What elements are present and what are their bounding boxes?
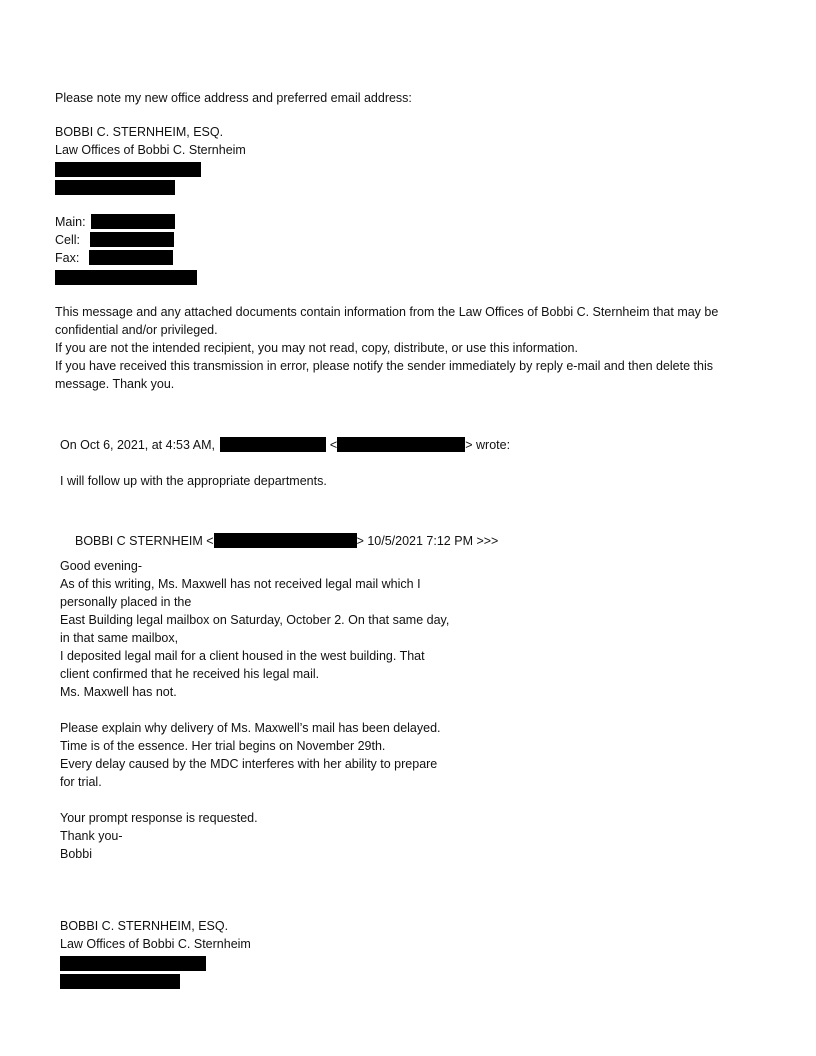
body-line: Good evening- bbox=[60, 559, 143, 573]
body-line: Every delay caused by the MDC interferes with her ability to prepare bbox=[60, 757, 438, 771]
body-line bbox=[60, 701, 449, 719]
signature-firm: Law Offices of Bobbi C. Sternheim bbox=[60, 937, 251, 951]
redacted-fax bbox=[89, 250, 173, 265]
intro-line: Please note my new office address and preferred email address: bbox=[55, 91, 412, 105]
redacted-address-line-1 bbox=[55, 162, 201, 177]
body-line: Thank you- bbox=[60, 829, 123, 843]
disclaimer-received-error: If you have received this transmission in error, please notify the sender immediately by reply e-mail and then delete this message. Thank you. bbox=[55, 359, 713, 391]
cell-label: Cell: bbox=[55, 233, 81, 247]
main-label: Main: bbox=[55, 215, 86, 229]
body-line: personally placed in the bbox=[60, 595, 192, 609]
reply-header bbox=[60, 436, 510, 454]
redacted-address-line-2 bbox=[55, 180, 175, 195]
reply-wrote: > wrote: bbox=[465, 438, 511, 452]
body-line: As of this writing, Ms. Maxwell has not received legal mail which I bbox=[60, 577, 421, 591]
redacted-main-phone bbox=[91, 214, 175, 229]
redacted-signature-address-2 bbox=[60, 974, 180, 989]
redacted-original-sender-email bbox=[214, 533, 357, 548]
reply-lt: < bbox=[329, 438, 338, 452]
disclaimer-confidential: This message and any attached documents contain information from the Law Offices of Bobbi C. Sternheim that may be confidential and/or privileged. bbox=[55, 305, 719, 337]
original-body bbox=[60, 557, 449, 863]
redacted-email bbox=[55, 270, 197, 285]
redacted-reply-sender-name bbox=[220, 437, 326, 452]
fax-line bbox=[55, 249, 173, 267]
body-line: Please explain why delivery of Ms. Maxwell’s mail has been delayed. bbox=[60, 721, 441, 735]
original-sender: BOBBI C STERNHEIM < bbox=[75, 534, 214, 548]
redacted-signature-address-1 bbox=[60, 956, 206, 971]
body-line: Time is of the essence. Her trial begins on November 29th. bbox=[60, 739, 386, 753]
redacted-cell-phone bbox=[90, 232, 174, 247]
original-header bbox=[75, 532, 498, 550]
reply-body: I will follow up with the appropriate departments. bbox=[60, 474, 327, 488]
body-line: I deposited legal mail for a client housed in the west building. That bbox=[60, 649, 425, 663]
original-timestamp: > 10/5/2021 7:12 PM >>> bbox=[356, 534, 499, 548]
disclaimer-not-recipient: If you are not the intended recipient, you may not read, copy, distribute, or use this information. bbox=[55, 341, 578, 355]
fax-label: Fax: bbox=[55, 251, 80, 265]
body-line: in that same mailbox, bbox=[60, 631, 179, 645]
body-line: client confirmed that he received his legal mail. bbox=[60, 667, 320, 681]
signature-name: BOBBI C. STERNHEIM, ESQ. bbox=[60, 919, 229, 933]
body-line: Bobbi bbox=[60, 847, 92, 861]
attorney-name: BOBBI C. STERNHEIM, ESQ. bbox=[55, 125, 224, 139]
main-phone-line bbox=[55, 213, 175, 231]
body-line: East Building legal mailbox on Saturday, October 2. On that same day, bbox=[60, 613, 450, 627]
reply-date: On Oct 6, 2021, at 4:53 AM, bbox=[60, 438, 215, 452]
redacted-reply-sender-email bbox=[337, 437, 465, 452]
firm-name: Law Offices of Bobbi C. Sternheim bbox=[55, 143, 246, 157]
body-line bbox=[60, 791, 449, 809]
body-line: Your prompt response is requested. bbox=[60, 811, 258, 825]
body-line: for trial. bbox=[60, 775, 102, 789]
body-line: Ms. Maxwell has not. bbox=[60, 685, 177, 699]
cell-phone-line bbox=[55, 231, 174, 249]
